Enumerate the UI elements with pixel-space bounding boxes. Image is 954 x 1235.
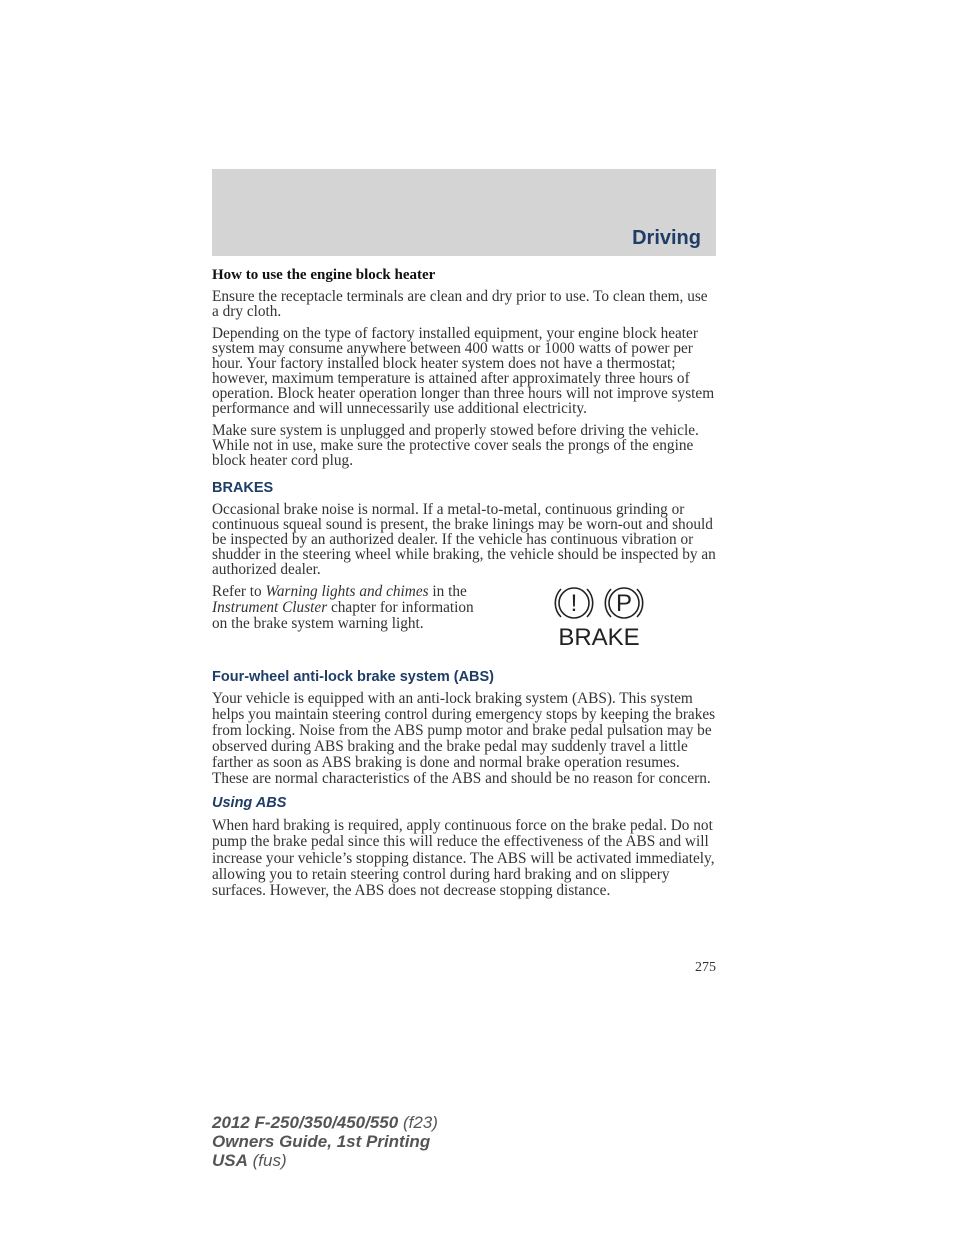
footer-market-line [212,1151,438,1170]
exclamation-glyph: ! [570,590,578,617]
footer-model-code: (f23) [398,1113,438,1132]
using-abs-heading: Using ABS [212,795,287,811]
block-heater-paragraph-3: Make sure system is unplugged and properly stowed before driving the vehicle. While not in use, make sure the protective cover seals the prongs of the engine block heater cord plug. [212,422,699,469]
refer-mid: in the [428,583,467,600]
footer-market-code: (fus) [247,1151,287,1170]
abs-paragraph-1: Your vehicle is equipped with an anti-lock braking system (ABS). This system helps you maintain steering control during emergency stops by keeping the brakes from locking. Noise from the ABS pump motor and brake pedal pulsation may be observed during ABS braking and the brake pedal may suddenly travel a little farther as soon as ABS braking is done and normal brake operation resumes. These are normal characteristics of the ABS and should be no reason for concern. [212,690,716,787]
refer-link-instrument-cluster: Instrument Cluster [212,599,328,616]
page-number: 275 [695,960,716,975]
block-heater-paragraph-1: Ensure the receptacle terminals are clean and dry prior to use. To clean them, use a dry cloth. [212,288,708,320]
footer-guide: Owners Guide, 1st Printing [212,1132,431,1151]
block-heater-heading: How to use the engine block heater [212,267,436,283]
brake-reference-text [212,584,474,632]
section-title: Driving [632,227,701,249]
footer-model: 2012 F-250/350/450/550 [212,1113,399,1132]
block-heater-paragraph-2: Depending on the type of factory installed equipment, your engine block heater system may consume anywhere between 400 watts or 1000 watts of power per hour. Your factory installed block heater system does not have a thermostat; however, maximum temperature is attained after approximately three hours of operation. Block heater operation longer than three hours will not improve system performance and will unnecessarily use additional electricity. [212,325,715,417]
parking-p-glyph: P [615,590,633,617]
brakes-heading: BRAKES [212,480,274,496]
footer-model-line [212,1113,438,1132]
abs-paragraph-2: When hard braking is required, apply continuous force on the brake pedal. Do not pump the brake pedal since this will reduce the effectiveness of the ABS and will increase your vehicle’s stopping distance. The ABS will be activated immediately, allowing you to retain steering control during hard braking and on slippery surfaces. However, the ABS does not decrease stopping distance. [212,817,715,900]
brake-reference-row [212,584,716,668]
brake-warning-icon [551,581,647,651]
document-footer [212,1113,438,1170]
refer-suffix: chapter for information on the brake system warning light. [212,599,474,632]
brake-label: BRAKE [558,624,640,651]
brakes-paragraph-1: Occasional brake noise is normal. If a metal-to-metal, continuous grinding or continuous squeal sound is present, the brake linings may be worn-out and should be inspected by an authorized dealer. If the vehicle has continuous vibration or shudder in the steering wheel while braking, the vehicle should be inspected by an authorized dealer. [212,501,716,578]
footer-guide-line [212,1132,438,1151]
section-header-band [212,169,716,256]
footer-market: USA [212,1151,248,1170]
abs-heading: Four-wheel anti-lock brake system (ABS) [212,669,495,685]
refer-prefix: Refer to [212,583,266,600]
brake-warning-symbol [551,581,647,651]
page-content [212,268,716,906]
refer-link-warning-lights: Warning lights and chimes [265,583,429,600]
